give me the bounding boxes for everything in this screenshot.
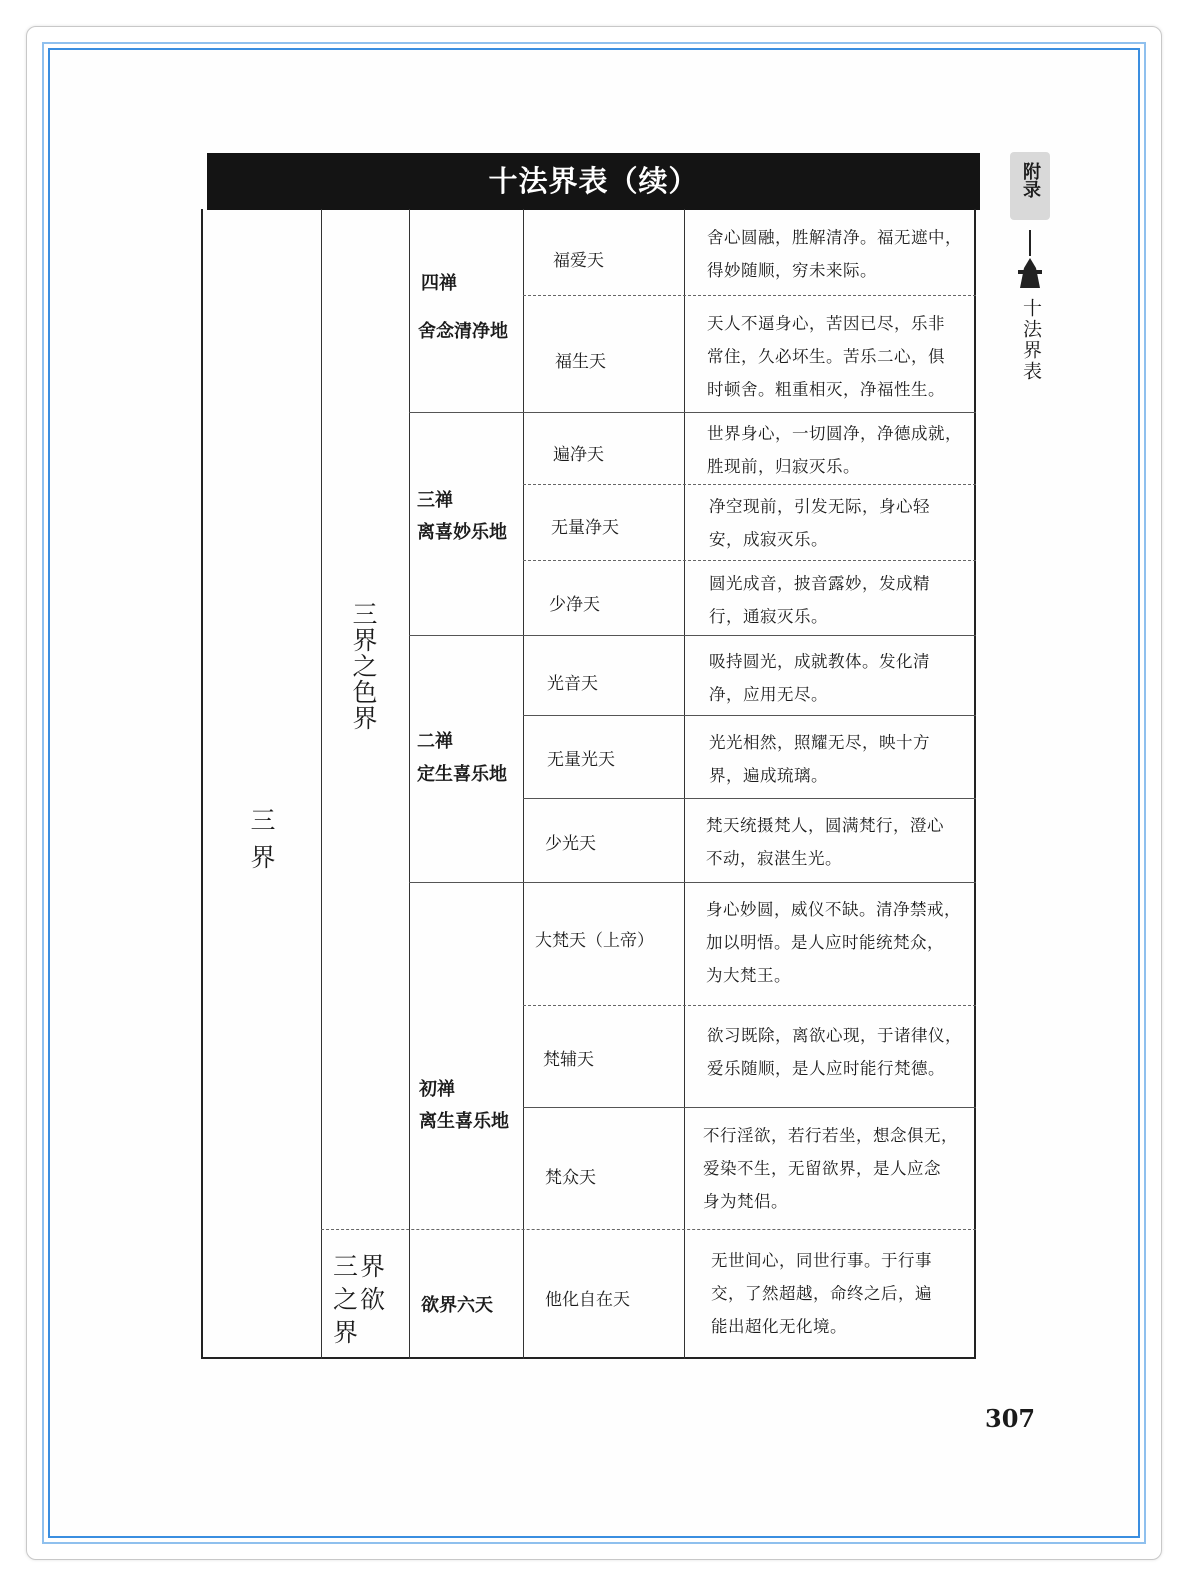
group-separator — [409, 882, 976, 883]
row-separator — [523, 560, 976, 561]
heaven-description: 梵天统摄梵人，圆满梵行，澄心 不动，寂湛生光。 — [706, 816, 944, 868]
heaven-name: 无量净天 — [551, 518, 619, 538]
heaven-name: 福爱天 — [553, 251, 604, 271]
page-number: 307 — [985, 1404, 1036, 1433]
row-separator — [523, 484, 976, 485]
form-realm-label: 三界之色界 — [349, 601, 378, 731]
row-separator — [523, 1107, 976, 1108]
group-separator — [409, 635, 976, 636]
heaven-description: 世界身心，一切圆净，净德成就， 胜现前，归寂灭乐。 — [707, 424, 962, 476]
col-divider-4 — [684, 209, 685, 1359]
group-2nd-dhyana-name: 二禅 — [417, 731, 453, 752]
heaven-description: 欲习既除，离欲心现，于诸律仪， 爱乐随顺，是人应时能行梵德。 — [707, 1026, 962, 1078]
group-4th-dhyana-name: 四禅 — [421, 273, 457, 294]
group-desire-six-heavens: 欲界六天 — [421, 1295, 493, 1316]
heaven-description: 圆光成音，披音露妙，发成精 行，通寂灭乐。 — [709, 574, 930, 626]
heaven-name: 梵众天 — [545, 1168, 596, 1188]
group-1st-dhyana-ground: 离生喜乐地 — [419, 1111, 509, 1132]
row-separator — [523, 295, 976, 296]
appendix-tab-label: 附录 — [1020, 162, 1041, 198]
heaven-description: 无世间心，同世行事。于行事 交，了然超越，命终之后，遍 能出超化无化境。 — [711, 1251, 932, 1336]
heaven-name: 大梵天（上帝） — [535, 931, 654, 951]
desire-realm-label-bottom: 之欲界 — [333, 1285, 388, 1347]
heaven-description: 光光相然，照耀无尽，映十方 界，遍成琉璃。 — [709, 733, 930, 785]
group-separator — [409, 412, 976, 413]
group-3rd-dhyana-name: 三禅 — [417, 490, 453, 511]
realm-separator — [321, 1229, 976, 1230]
heaven-description: 舍心圆融，胜解清净。福无遮中， 得妙随顺，穷未来际。 — [707, 228, 962, 280]
section-side-title: 十法界表 — [1020, 298, 1042, 382]
col-divider-2 — [409, 209, 410, 1359]
group-2nd-dhyana-ground: 定生喜乐地 — [417, 764, 507, 785]
group-3rd-dhyana-ground: 离喜妙乐地 — [417, 522, 507, 543]
heaven-name: 遍净天 — [553, 445, 604, 465]
heaven-name: 光音天 — [547, 674, 598, 694]
heaven-description: 不行淫欲，若行若坐，想念俱无， 爱染不生，无留欲界，是人应念 身为梵侣。 — [703, 1126, 958, 1211]
table-title: 十法界表（续） — [207, 153, 980, 210]
row-separator — [523, 798, 976, 799]
col-divider-3 — [523, 209, 524, 1359]
heaven-name: 少净天 — [549, 595, 600, 615]
desire-realm-label-top: 三界 — [333, 1252, 388, 1281]
heaven-name: 他化自在天 — [545, 1290, 630, 1310]
group-4th-dhyana-ground: 舍念清净地 — [418, 321, 508, 342]
heaven-name: 梵辅天 — [543, 1050, 594, 1070]
row-separator — [523, 715, 976, 716]
pagoda-icon — [1014, 228, 1046, 290]
three-realms-label: 三界 — [247, 807, 276, 881]
ten-dharma-realms-table — [201, 209, 976, 1359]
col-divider-1 — [321, 209, 322, 1359]
heaven-name: 福生天 — [555, 352, 606, 372]
heaven-description: 天人不逼身心，苦因已尽，乐非 常住，久必坏生。苦乐二心，俱 时顿舍。粗重相灭，净福性生。 — [707, 314, 945, 399]
heaven-description: 净空现前，引发无际，身心轻 安，成寂灭乐。 — [709, 497, 930, 549]
heaven-description: 吸持圆光，成就教体。发化清 净，应用无尽。 — [709, 652, 930, 704]
heaven-description: 身心妙圆，威仪不缺。清净禁戒， 加以明悟。是人应时能统梵众， 为大梵王。 — [706, 900, 961, 985]
heaven-name: 少光天 — [545, 834, 596, 854]
heaven-name: 无量光天 — [547, 750, 615, 770]
row-separator — [523, 1005, 976, 1006]
appendix-tab — [1010, 152, 1050, 220]
group-1st-dhyana-name: 初禅 — [419, 1079, 455, 1100]
